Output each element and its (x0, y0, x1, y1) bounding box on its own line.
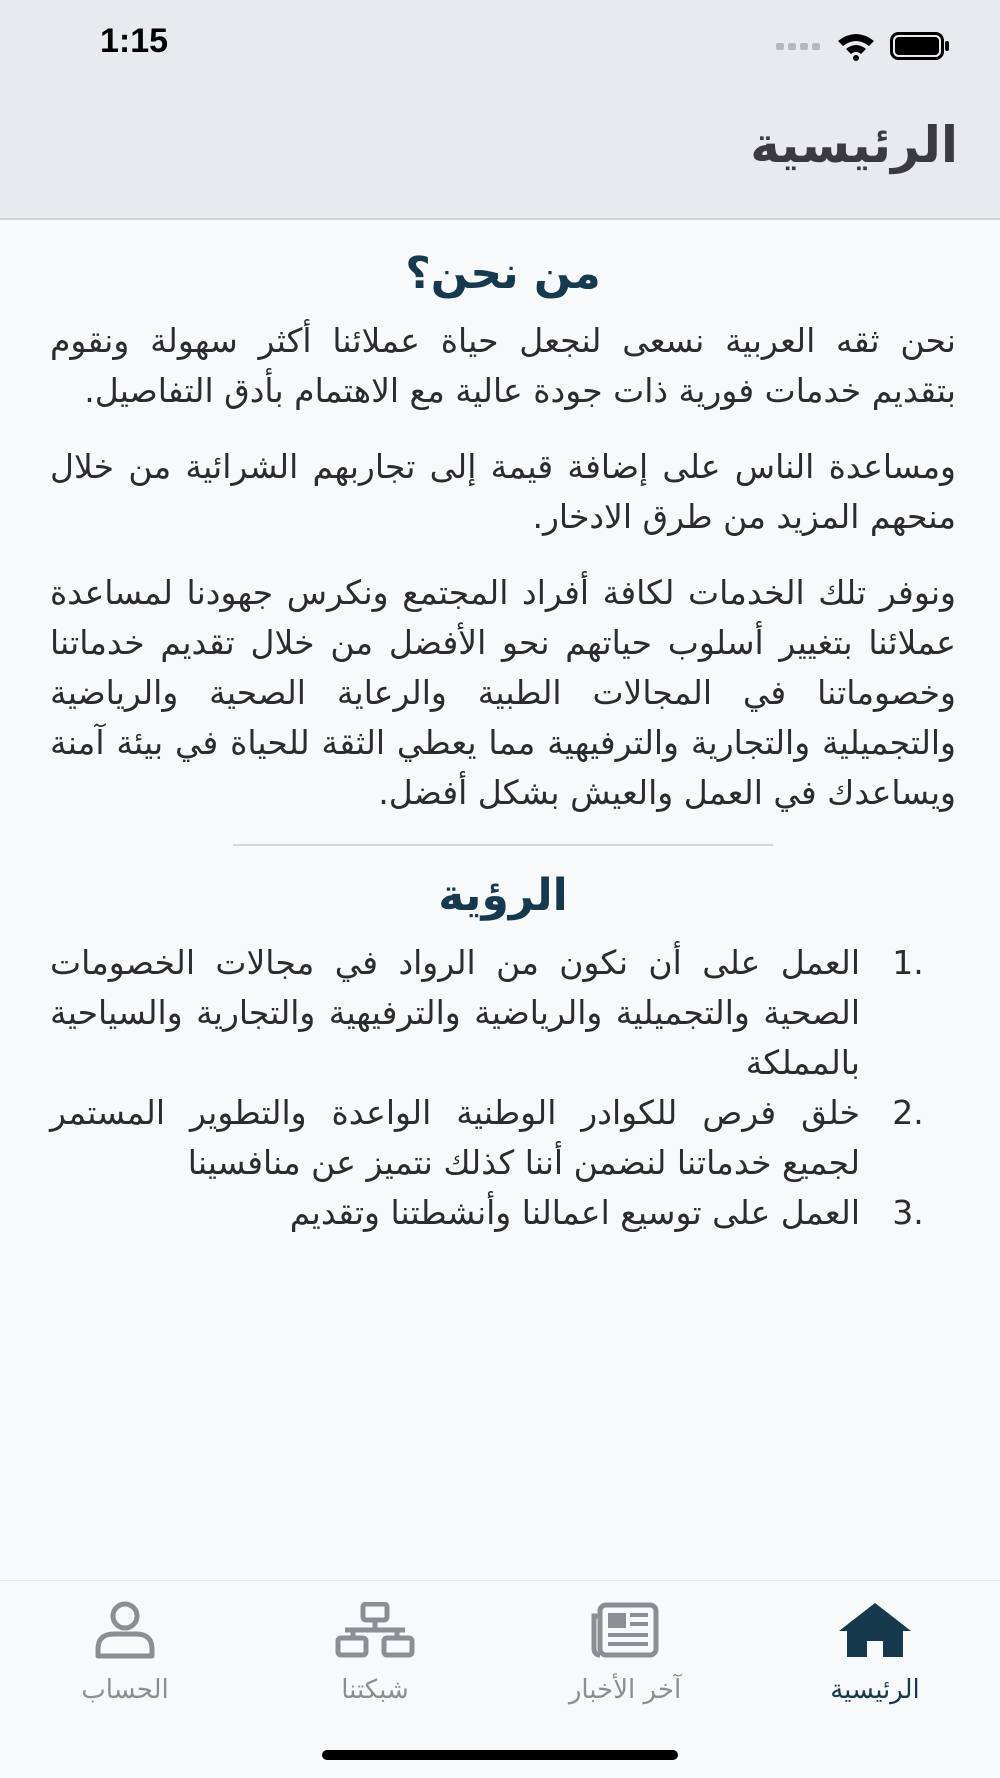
user-icon (80, 1595, 170, 1665)
vision-title: الرؤية (438, 870, 568, 921)
list-item (50, 938, 924, 1088)
home-icon (830, 1595, 920, 1665)
status-icons (776, 26, 950, 66)
tab-network-label: شبكتنا (341, 1675, 409, 1705)
cellular-signal-icon (776, 40, 822, 52)
list-item-number: 2. (892, 1093, 924, 1132)
list-item-number: 1. (892, 943, 924, 982)
navigation-bar (0, 90, 1000, 220)
about-paragraph-2: ومساعدة الناس على إضافة قيمة إلى تجاربهم الشرائية من خلال منحهم المزيد من طرق الادخار. (50, 447, 956, 536)
newspaper-icon (580, 1595, 670, 1665)
vision-list (50, 938, 956, 1238)
section-divider (233, 844, 773, 846)
network-icon (330, 1595, 420, 1665)
page-title: الرئيسية (750, 116, 958, 174)
tab-home-label: الرئيسية (830, 1675, 920, 1705)
about-paragraph-1: نحن ثقه العربية نسعى لنجعل حياة عملائنا أكثر سهولة ونقوم بتقديم خدمات فورية ذات جودة عالية مع الاهتمام بأدق التفاصيل. (50, 321, 956, 410)
tab-account-label: الحساب (81, 1675, 169, 1705)
tab-bar (0, 1580, 1000, 1778)
status-bar (0, 0, 1000, 90)
tab-network[interactable] (250, 1581, 500, 1778)
main-content[interactable] (0, 222, 1000, 1580)
about-title: من نحن؟ (405, 248, 601, 299)
tab-news-label: آخر الأخبار (568, 1675, 682, 1705)
home-indicator[interactable] (322, 1750, 678, 1760)
status-time: 1:15 (100, 22, 169, 60)
tab-home[interactable] (750, 1581, 1000, 1778)
list-item-number: 3. (892, 1193, 924, 1232)
list-item-text: خلق فرص للكوادر الوطنية الواعدة والتطوير المستمر لجميع خدماتنا لنضمن أننا كذلك نتميز عن منافسينا (50, 1093, 860, 1182)
tab-account[interactable] (0, 1581, 250, 1778)
battery-icon (890, 32, 950, 60)
tab-news[interactable] (500, 1581, 750, 1778)
list-item-text: العمل على أن نكون من الرواد في مجالات الخصومات الصحية والتجميلية والرياضية والترفيهية والتجارية والسياحية بالمملكة (50, 943, 860, 1082)
list-item (50, 1188, 924, 1238)
list-item (50, 1088, 924, 1188)
wifi-icon (836, 31, 876, 61)
about-paragraph-3: ونوفر تلك الخدمات لكافة أفراد المجتمع ونكرس جهودنا لمساعدة عملائنا بتغيير أسلوب حياتهم نحو الأفضل من خلال تقديم خدماتنا وخصوماتنا في المجالات الطبية والرعاية الصحية والرياضية والتجميلية والتجارية والترفيهية مما يعطي الثقة للحياة في بيئة آمنة ويساعدك في العمل والعيش بشكل أفضل. (50, 573, 956, 812)
list-item-text: العمل على توسيع اعمالنا وأنشطتنا وتقديم (289, 1193, 860, 1232)
